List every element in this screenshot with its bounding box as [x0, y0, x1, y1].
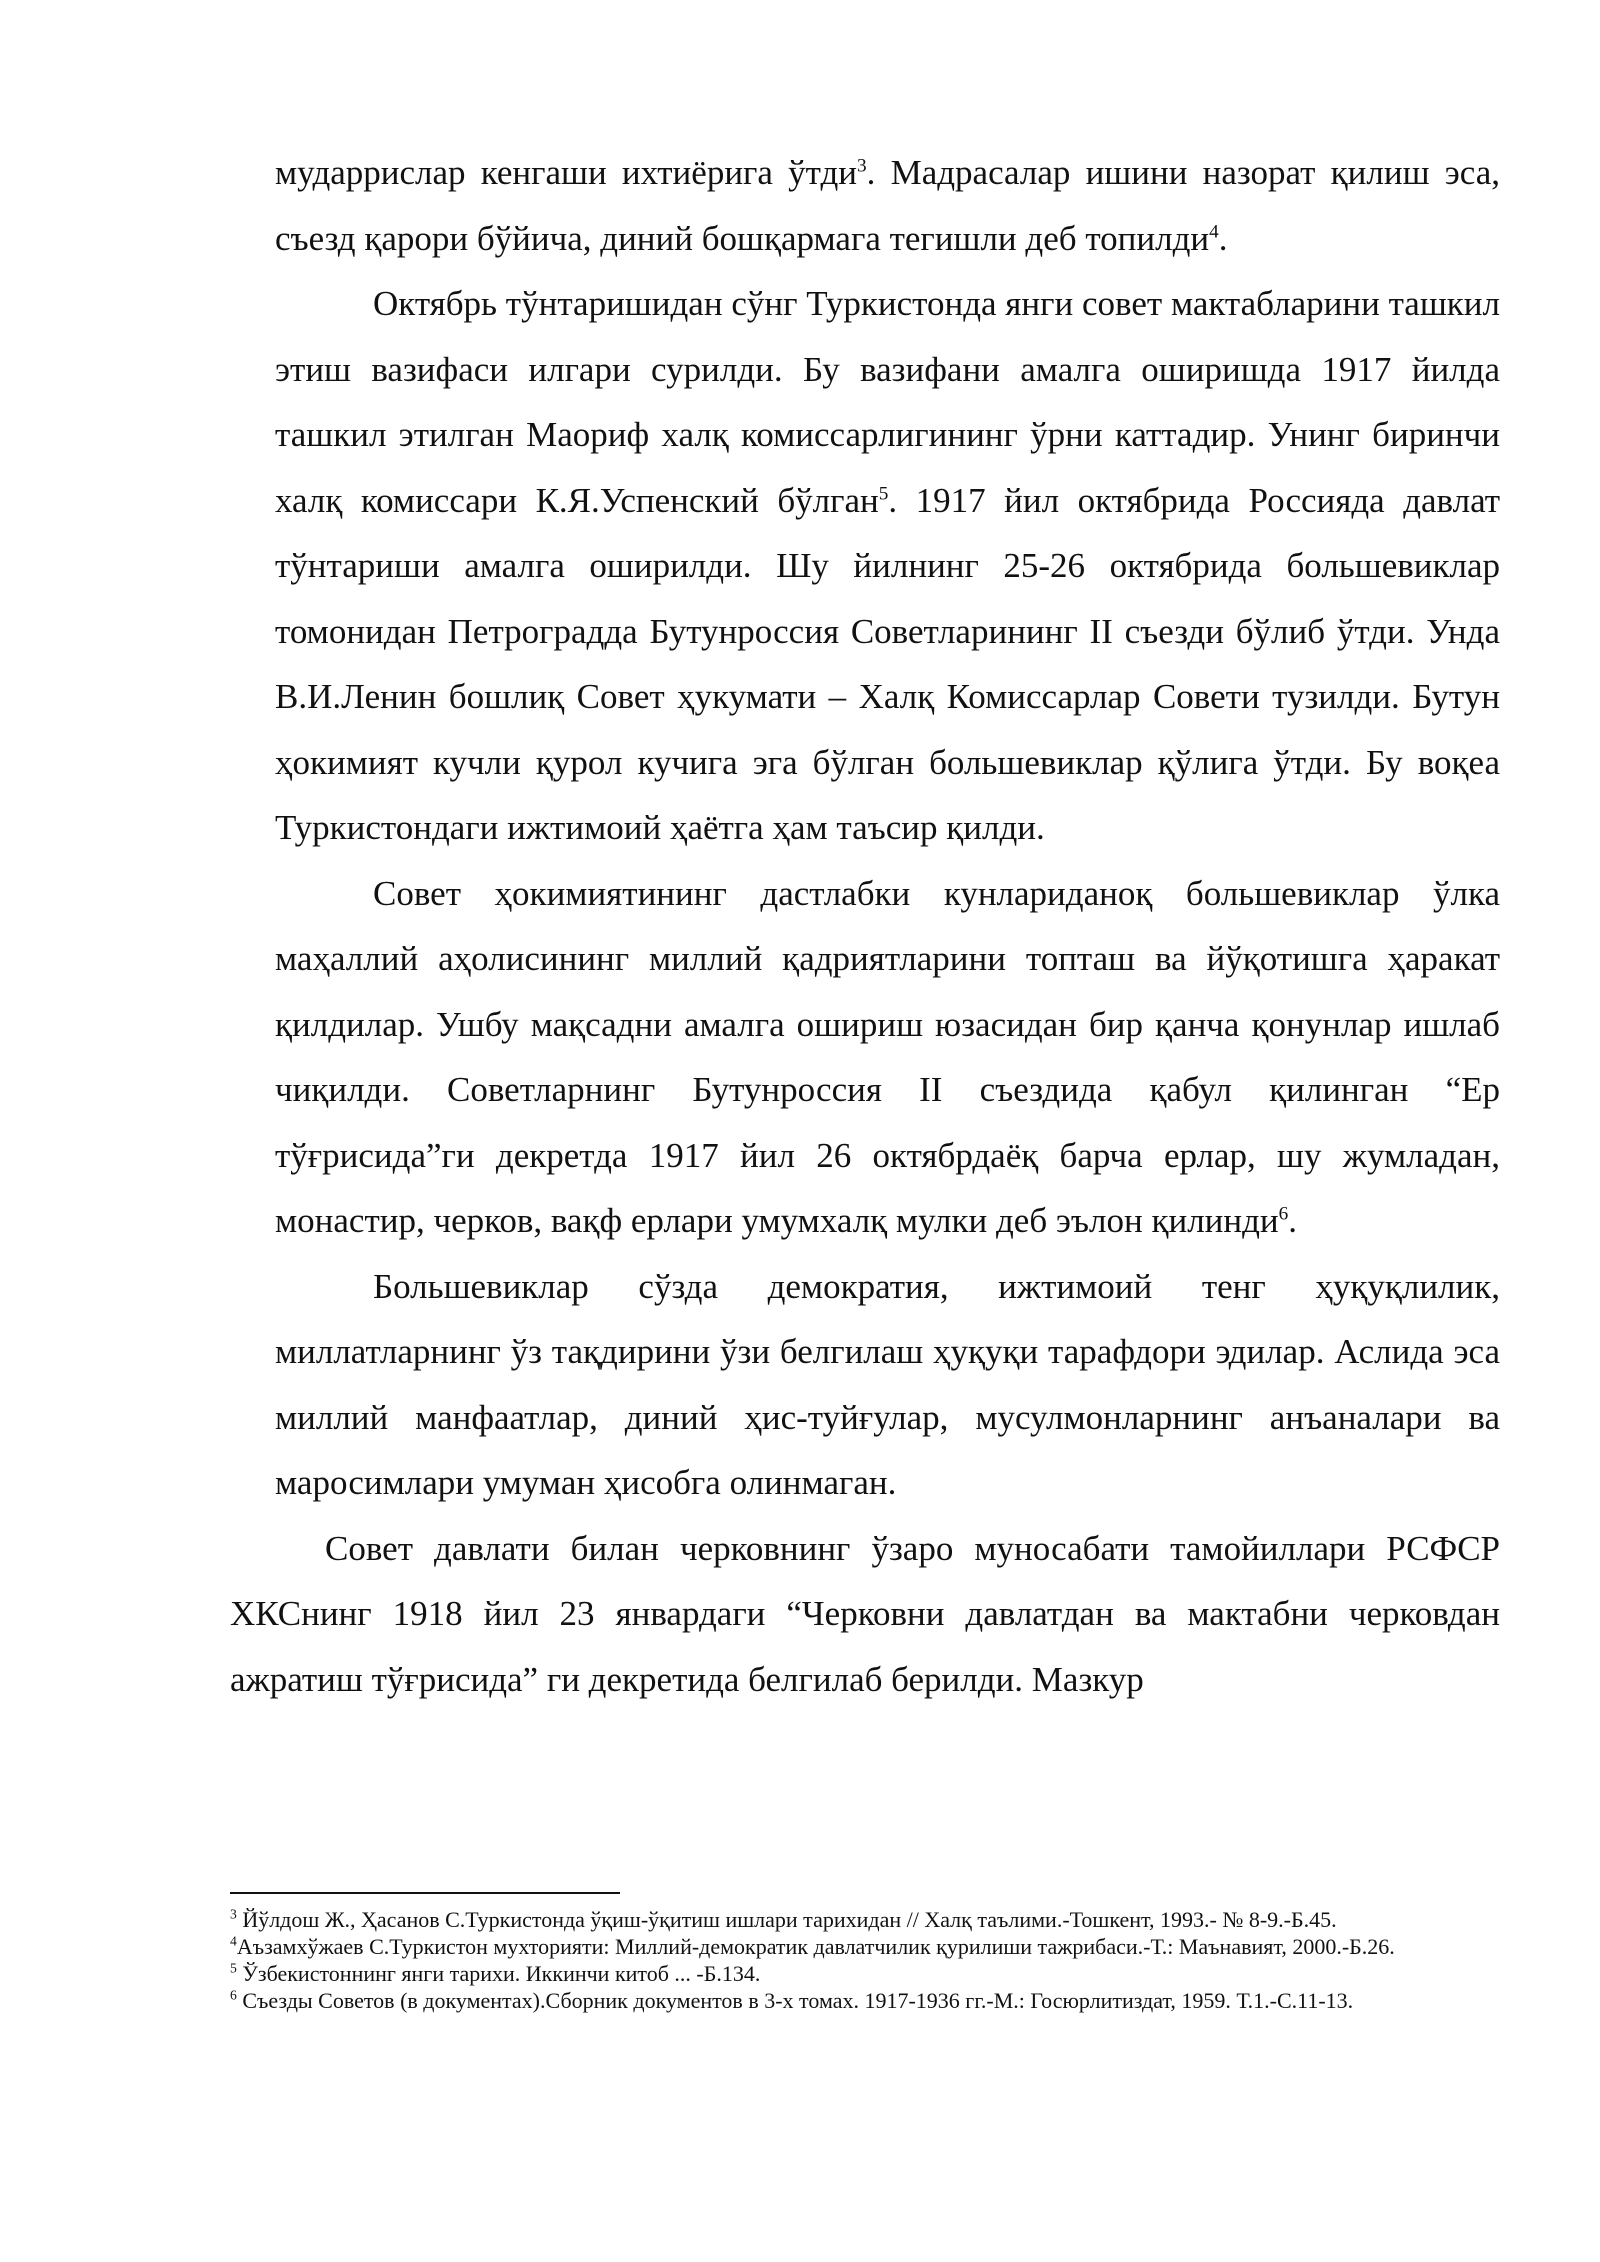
- footnote-text: Съезды Советов (в документах).Сборник документов в 3-х томах. 1917-1936 гг.-М.: Госюрлитиздат, 1959. Т.1.-С.11-13.: [236, 1988, 1354, 2013]
- footnote-ref-3[interactable]: 3: [857, 155, 867, 177]
- paragraph-2: [230, 271, 1500, 861]
- footnote-4: [230, 1934, 1500, 1960]
- paragraph-1-text-b: . Мадрасалар ишини назорат қилиш эса, съезд қарори бўйича, диний бошқармага тегишли деб топилди: [275, 153, 1500, 258]
- footnote-text: Ўзбекистоннинг янги тарихи. Иккинчи китоб ... -Б.134.: [236, 1961, 761, 1986]
- footnote-number: 3: [230, 1906, 237, 1922]
- paragraph-1-text-a: мударрислар кенгаши ихтиёрига ўтди: [275, 153, 858, 192]
- paragraph-3-text-a: Совет ҳокимиятининг дастлабки кунлариданоқ большевиклар ўлка маҳаллий аҳолисининг миллий қадриятларини топташ ва йўқотишга ҳаракат қилдилар. Ушбу мақсадни амалга ошириш юзасидан бир қанча қонунлар ишлаб чиқилди. Советларнинг Бутунроссия II съездида қабул қилинган “Ер тўғрисида”ги декретда 1917 йил 26 октябрдаёқ барча ерлар, шу жумладан, монастир, черков, вақф ерлари умумхалқ мулки деб эълон қилинди: [275, 873, 1500, 1240]
- paragraph-2-text-a: Октябрь тўнтаришидан сўнг Туркистонда янги совет мактабларини ташкил этиш вазифаси илгари сурилди. Бу вазифани амалга оширишда 1917 йилда ташкил этилган Маориф халқ комиссарлигининг ўрни каттадир. Унинг биринчи халқ комиссари К.Я.Успенский бўлган: [275, 284, 1500, 520]
- footnotes: [230, 1907, 1500, 2015]
- footnote-ref-5[interactable]: 5: [878, 482, 889, 504]
- paragraph-4-text: Большевиклар сўзда демократия, ижтимоий тенг ҳуқуқлилик, миллатларнинг ўз тақдирини ўзи белгилаш ҳуқуқи тарафдори эдилар. Аслида эса миллий манфаатлар, диний ҳис-туйғулар, мусулмонларнинг анъаналари ва маросимлари умуман ҳисобга олинмаган.: [275, 1266, 1500, 1502]
- footnote-text: Аъзамхўжаев С.Туркистон мухторияти: Миллий-демократик давлатчилик қурилиши тажрибаси.-Т.: Маънавият, 2000.-Б.26.: [236, 1934, 1395, 1959]
- footnote-number: 6: [230, 1987, 237, 2003]
- paragraph-4: [230, 1254, 1500, 1516]
- paragraph-1-text-c: .: [1218, 218, 1228, 258]
- footnote-ref-4[interactable]: 4: [1209, 220, 1219, 242]
- paragraph-3: [230, 861, 1500, 1254]
- paragraph-3-text-b: .: [1288, 1201, 1298, 1240]
- main-text: [230, 140, 1500, 1712]
- footnote-number: 4: [230, 1933, 237, 1949]
- footnote-3: [230, 1907, 1500, 1933]
- footnote-ref-6[interactable]: 6: [1278, 1203, 1289, 1225]
- footnote-6: [230, 1988, 1500, 2014]
- footnote-text: Йўлдош Ж., Ҳасанов С.Туркистонда ўқиш-ўқитиш ишлари тарихидан // Халқ таълими.-Тошкент, 1993.- № 8-9.-Б.45.: [236, 1907, 1337, 1932]
- footnote-number: 5: [230, 1960, 237, 1976]
- paragraph-5-text: Совет давлати билан черковнинг ўзаро муносабати тамойиллари РСФСР ХКСнинг 1918 йил 23 январдаги “Черковни давлатдан ва мактабни черковдан ажратиш тўғрисида” ги декретида белгилаб берилди. Мазкур: [230, 1528, 1500, 1699]
- paragraph-5: [230, 1516, 1500, 1713]
- footnote-5: [230, 1961, 1500, 1987]
- footnote-separator: [230, 1892, 620, 1894]
- paragraph-2-text-b: . 1917 йил октябрида Россияда давлат тўнтариши амалга оширилди. Шу йилнинг 25-26 октябрида большевиклар томонидан Петроградда Бутунроссия Советларининг II съезди бўлиб ўтди. Унда В.И.Ленин бошлиқ Совет ҳукумати – Халқ Комиссарлар Совети тузилди. Бутун ҳокимият кучли қурол кучига эга бўлган большевиклар қўлига ўтди. Бу воқеа Туркистондаги ижтимоий ҳаётга ҳам таъсир қилди.: [275, 480, 1500, 847]
- paragraph-1: [230, 140, 1500, 271]
